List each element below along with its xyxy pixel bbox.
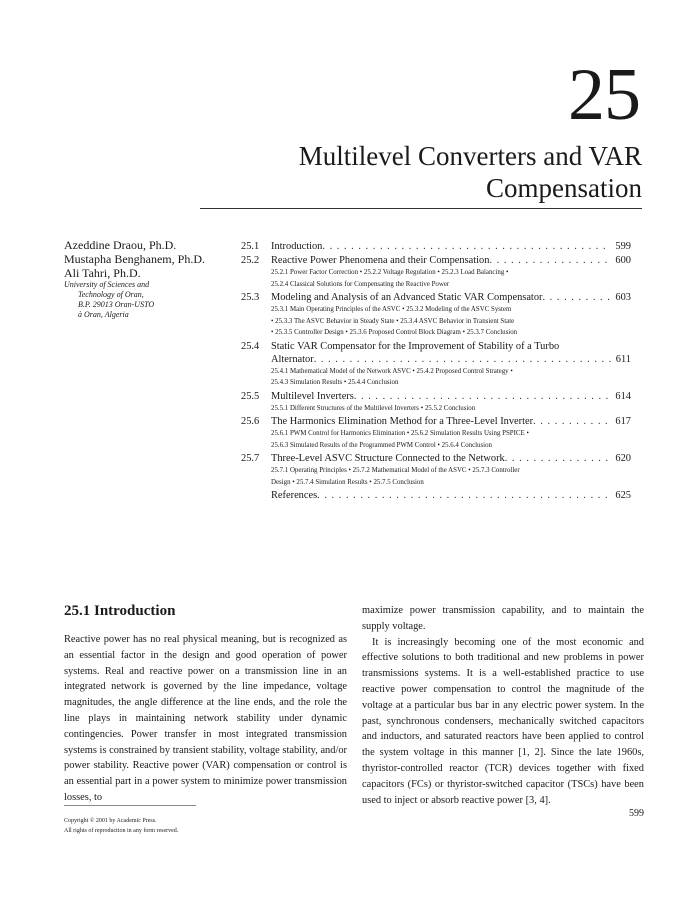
author-name: Ali Tahri, Ph.D. xyxy=(64,266,141,280)
toc-subsection: 25.2.1 Power Factor Correction • 25.2.2 Voltage Regulation • 25.2.3 Load Balancing • xyxy=(271,269,509,276)
chapter-number: 25 xyxy=(568,54,640,136)
toc-title: Modeling and Analysis of an Advanced Static VAR Compensator xyxy=(271,292,543,303)
toc-entry[interactable] xyxy=(241,254,631,290)
title-rule xyxy=(200,208,642,209)
toc-subsection: 25.2.4 Classical Solutions for Compensating the Reactive Power xyxy=(271,280,450,288)
toc-subsection: • 25.3.5 Controller Design • 25.3.6 Proposed Control Block Diagram • 25.3.7 Conclusion xyxy=(271,329,518,336)
toc-subsection: 25.6.3 Simulated Results of the Programmed PWM Control • 25.6.4 Conclusion xyxy=(271,441,492,449)
copyright-line: Copyright © 2001 by Academic Press. xyxy=(64,818,157,824)
affiliation xyxy=(64,280,224,320)
toc-page: 611 xyxy=(615,353,631,365)
toc-number: 25.4 xyxy=(241,340,260,352)
toc-leader xyxy=(354,390,611,403)
affiliation-line: B.P. 29013 Oran-USTO xyxy=(78,300,155,309)
toc-number: 25.3 xyxy=(241,292,260,303)
toc-page: 617 xyxy=(615,416,631,427)
toc-number: 25.7 xyxy=(241,453,260,464)
toc-page: 625 xyxy=(615,490,631,501)
toc-subsection: 25.4.1 Mathematical Model of the Network ASVC • 25.4.2 Proposed Control Strategy • xyxy=(271,367,513,375)
toc-subsection: 25.6.1 PWM Control for Harmonics Elimination • 25.6.2 Simulation Results Using PSPICE • xyxy=(271,430,529,437)
section-heading: 25.1 Introduction xyxy=(64,603,176,619)
toc-entry[interactable] xyxy=(241,489,631,502)
page-number: 599 xyxy=(629,808,644,819)
body-paragraph: Reactive power has no real physical meaning, but is recognized as an essential factor in the design and good operation of power systems. Real and reactive power on a transmission line in an integrated network is governed by the line impedance, voltage magnitudes, the angle difference at the line ends, and the role the line plays in maintaining network stability under dynamic contingencies. Power transfer in most integrated transmission systems is constrained by transient stability, voltage stability, and/or power stability. Reactive power (VAR) compensation or control is an essential part in a power system to minimize power transmission losses, to xyxy=(64,634,347,803)
toc-number: 25.6 xyxy=(241,416,260,427)
toc-page: 620 xyxy=(615,453,631,464)
author-name: Azeddine Draou, Ph.D. xyxy=(64,238,177,252)
toc-page: 603 xyxy=(615,292,631,303)
toc-title: Three-Level ASVC Structure Connected to the Network xyxy=(271,453,505,464)
rights-line: All rights of reproduction in any form reserved. xyxy=(64,828,179,834)
author-name: Mustapha Benghanem, Ph.D. xyxy=(64,252,205,266)
toc-number xyxy=(241,489,271,502)
toc-title: Introduction xyxy=(271,241,323,252)
affiliation-line: Technology of Oran, xyxy=(78,290,144,299)
toc-leader xyxy=(542,291,611,304)
body-paragraph: It is increasingly becoming one of the most economic and effective solutions to both traditional and new problems in power transmissions systems. It is a well-established practice to use reactive power compensation to control the magnitude of the voltage at a particular bus bar in any electric power system. In the past, synchronous condensers, mechanically switched capacitors and inductors, and saturated reactors have been applied to control the system voltage in this manner [1, 2]. Since the late 1960s, thyristor-controlled reactor (TCR) devices together with fixed capacitors (FCs) or thyristor-switched capacitor (TSCs) have been used to inject or absorb reactive power [3, 4]. xyxy=(362,636,644,806)
author-block xyxy=(64,238,224,320)
toc-entry[interactable] xyxy=(241,340,631,389)
toc-entry[interactable] xyxy=(241,390,631,415)
toc-title: Static VAR Compensator for the Improvement of Stability of a Turbo xyxy=(271,340,560,352)
toc-subsection: 25.3.1 Main Operating Principles of the ASVC • 25.3.2 Modeling of the ASVC System xyxy=(271,306,512,313)
footnote-rule xyxy=(64,805,196,806)
chapter-title: Multilevel Converters and VAR Compensation xyxy=(298,141,642,203)
toc-subsection: 25.5.1 Different Structures of the Multilevel Inverters • 25.5.2 Conclusion xyxy=(271,404,476,412)
toc-subsection: 25.7.1 Operating Principles • 25.7.2 Mathematical Model of the ASVC • 25.7.3 Controller xyxy=(271,467,520,474)
toc-entry[interactable] xyxy=(241,291,631,339)
copyright-notice xyxy=(64,816,178,836)
toc-entry[interactable] xyxy=(241,452,631,488)
toc-title: Reactive Power Phenomena and their Compensation xyxy=(271,255,490,266)
toc-leader xyxy=(322,240,611,253)
toc-subsection: 25.4.3 Simulation Results • 25.4.4 Conclusion xyxy=(271,379,399,386)
table-of-contents xyxy=(241,240,631,503)
toc-title-continued: Alternator xyxy=(271,353,314,365)
toc-number: 25.5 xyxy=(241,390,260,402)
affiliation-line: à Oran, Algeria xyxy=(78,310,129,319)
body-paragraph: maximize power transmission capability, and to maintain the supply voltage. xyxy=(362,605,644,632)
affiliation-line: University of Sciences and xyxy=(64,280,150,289)
toc-number: 25.1 xyxy=(241,241,260,252)
toc-entry[interactable] xyxy=(241,415,631,451)
toc-title: References xyxy=(271,490,318,501)
toc-leader xyxy=(317,489,611,502)
toc-subsection: • 25.3.3 The ASVC Behavior in Steady State • 25.3.4 ASVC Behavior in Transient State xyxy=(271,317,515,325)
right-column xyxy=(362,603,644,808)
toc-title: Multilevel Inverters xyxy=(271,390,354,402)
left-column xyxy=(64,632,347,806)
toc-leader xyxy=(314,353,611,366)
toc-number: 25.2 xyxy=(241,255,260,266)
toc-title: The Harmonics Elimination Method for a Three-Level Inverter xyxy=(271,416,534,427)
toc-entry[interactable] xyxy=(241,240,631,253)
toc-page: 600 xyxy=(615,255,631,266)
toc-subsection: Design • 25.7.4 Simulation Results • 25.7.5 Conclusion xyxy=(271,478,424,486)
toc-leader xyxy=(489,254,611,267)
toc-page: 614 xyxy=(615,390,631,402)
toc-leader xyxy=(533,415,611,428)
toc-leader xyxy=(505,452,611,465)
toc-page: 599 xyxy=(615,241,631,252)
